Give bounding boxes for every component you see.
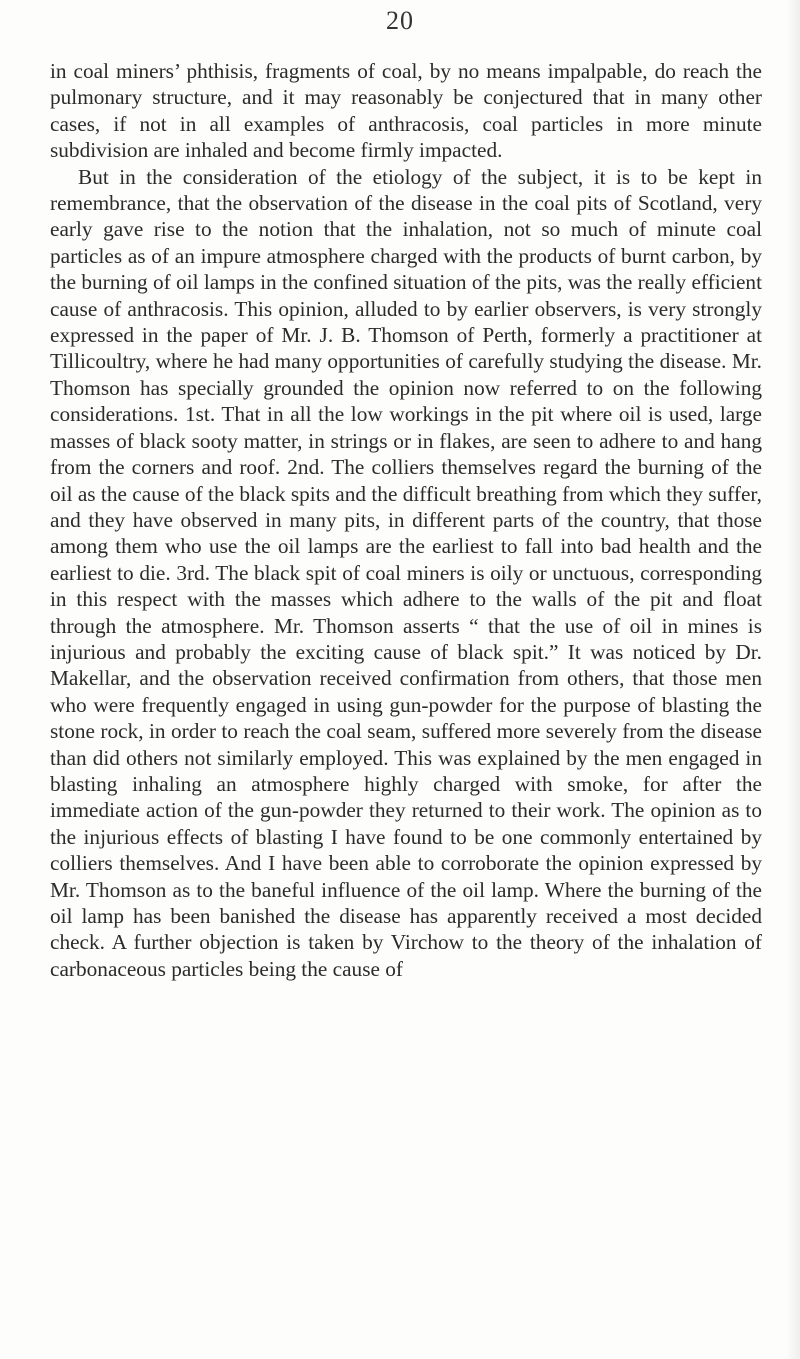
paragraph-etiology: But in the consideration of the etiology of the subject, it is to be kept in remembrance, that the observation of the disease in the coal pits of Scotland, very early gave rise to the notion that the inhalation, not so much of minute coal particles as of an impure atmosphere charged with the products of burnt carbon, by the burning of oil lamps in the confined situation of the pits, was the really efficient cause of anthracosis. This opinion, alluded to by earlier observers, is very strongly expressed in the paper of Mr. J. B. Thomson of Perth, formerly a practitioner at Tillicoultry, where he had many opportunities of carefully studying the disease. Mr. Thomson has specially grounded the opinion now referred to on the following considerations. 1st. That in all the low workings in the pit where oil is used, large masses of black sooty matter, in strings or in flakes, are seen to adhere to and hang from the corners and roof. 2nd. The colliers themselves regard the burning of the oil as the cause of the black spits and the difficult breathing from which they suffer, and they have observed in many pits, in different parts of the country, that those among them who use the oil lamps are the earliest to fall into bad health and the earliest to die. 3rd. The black spit of coal miners is oily or unctuous, corresponding in this respect with the masses which adhere to the walls of the pit and float through the atmosphere. Mr. Thomson asserts “ that the use of oil in mines is injurious and probably the exciting cause of black spit.” It was noticed by Dr. Makellar, and the observation received confirmation from others, that those men who were frequently engaged in using gun-powder for the purpose of blasting the stone rock, in order to reach the coal seam, suffered more severely from the disease than did others not similarly employed. This was explained by the men engaged in blasting inhaling an atmosphere highly charged with smoke, for after the immediate action of the gun-powder they returned to their work. The opinion as to the injurious effects of blasting I have found to be one commonly entertained by colliers themselves. And I have been able to corroborate the opinion expressed by Mr. Thomson as to the baneful influence of the oil lamp. Where the burning of the oil lamp has been banished the disease has apparently received a most decided check. A further objection is taken by Virchow to the theory of the inhalation of carbonaceous particles being the cause of [50,164,762,981]
page-edge-shadow [786,0,800,1359]
page-number: 20 [386,6,414,35]
body-text [50,58,762,982]
paragraph-continuation: in coal miners’ phthisis, fragments of coal, by no means impalpable, do reach the pulmonary structure, and it may reasonably be conjectured that in many other cases, if not in all examples of anthracosis, coal particles in more minute subdivision are inhaled and become firmly impacted. [50,59,762,163]
